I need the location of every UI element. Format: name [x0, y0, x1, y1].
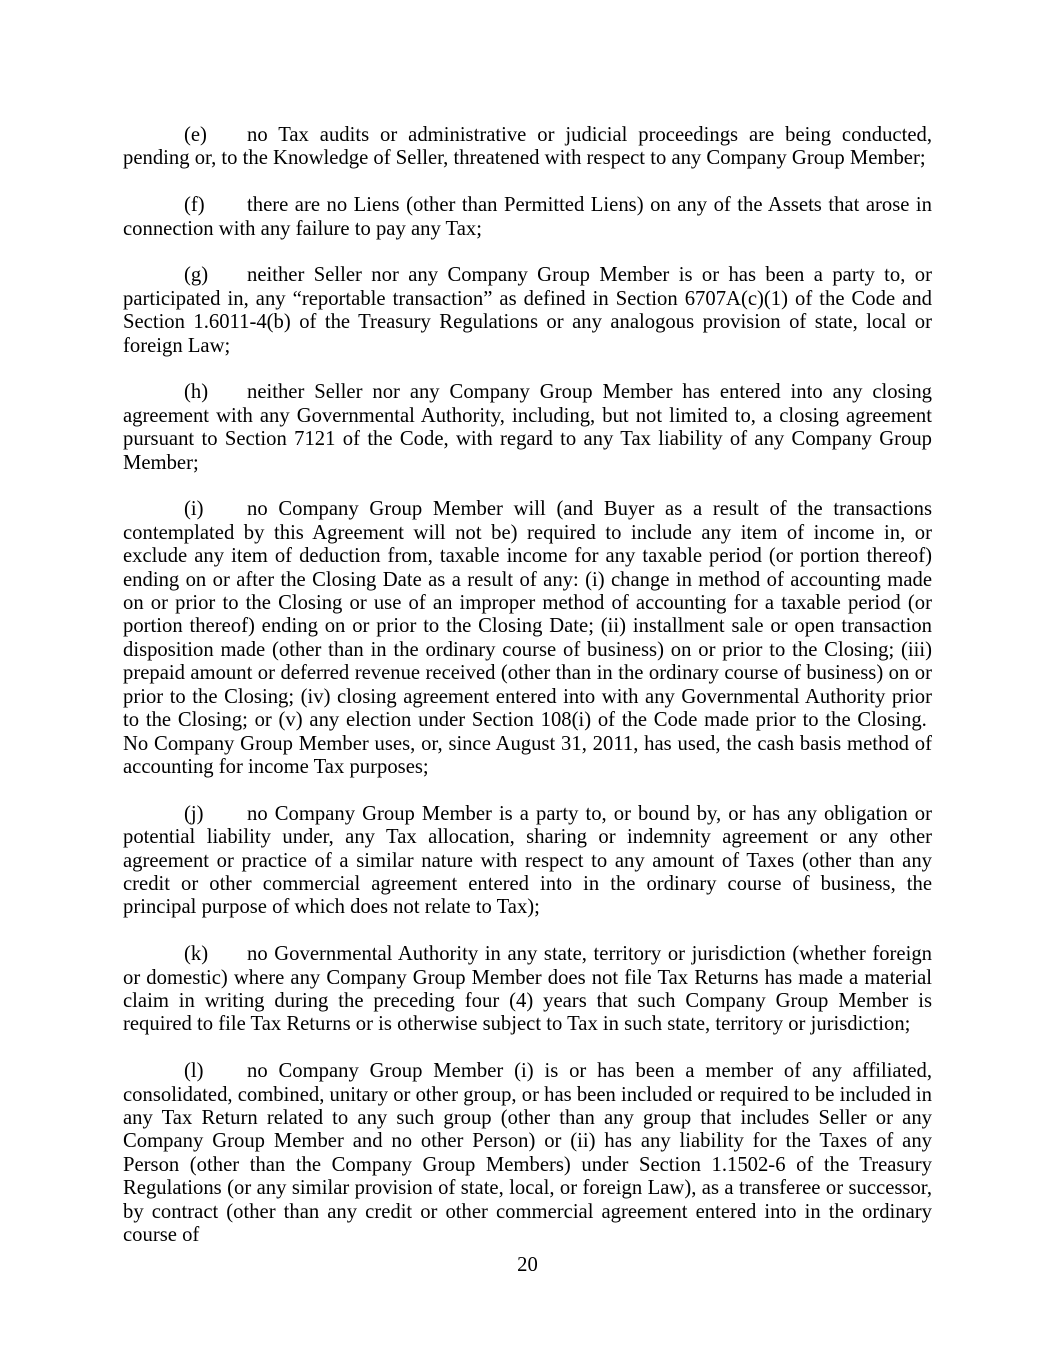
- paragraph-text: neither Seller nor any Company Group Member is or has been a party to, or participated in, any “reportable transaction” as defined in Section 6707A(c)(1) of the Code and Section 1.6011-4(b) of the Treasury Regulations or any analogous provision of state, local or foreign Law;: [123, 264, 932, 357]
- paragraph-h: [123, 381, 932, 475]
- paragraph-label: (h): [184, 381, 209, 404]
- paragraph-label: (f): [184, 194, 205, 217]
- paragraph-f: [123, 194, 932, 241]
- paragraph-i: [123, 498, 932, 779]
- paragraph-text: no Company Group Member will (and Buyer as a result of the transactions contemplated by this Agreement will not be) required to include any item of income in, or exclude any item of deduction from, taxable income for any taxable period (or portion thereof) ending on or after the Closing Date as a result of any: (i) change in method of accounting made on or prior to the Closing or use of an improper method of accounting for a taxable period (or portion thereof) ending on or prior to the Closing Date; (ii) installment sale or open transaction disposition made (other than in the ordinary course of business) on or prior to the Closing; (iii) prepaid amount or deferred revenue received (other than in the ordinary course of business) on or prior to the Closing; (iv) closing agreement entered into with any Governmental Authority prior to the Closing; or (v) any election under Section 108(i) of the Code made prior to the Closing. No Company Group Member uses, or, since August 31, 2011, has used, the cash basis method of accounting for income Tax purposes;: [123, 498, 932, 778]
- paragraph-text: there are no Liens (other than Permitted Liens) on any of the Assets that arose in connection with any failure to pay any Tax;: [123, 194, 932, 240]
- paragraph-l: [123, 1060, 932, 1247]
- paragraph-text: no Company Group Member is a party to, or bound by, or has any obligation or potential liability under, any Tax allocation, sharing or indemnity agreement or any other agreement or practice of a similar nature with respect to any amount of Taxes (other than any credit or other commercial agreement entered into in the ordinary course of business, the principal purpose of which does not relate to Tax);: [123, 802, 932, 919]
- paragraph-text: no Governmental Authority in any state, territory or jurisdiction (whether foreign or domestic) where any Company Group Member does not file Tax Returns has made a material claim in writing during the preceding four (4) years that such Company Group Member is required to file Tax Returns or is otherwise subject to Tax in such state, territory or jurisdiction;: [123, 943, 932, 1036]
- paragraph-k: [123, 943, 932, 1037]
- paragraph-label: (k): [184, 943, 209, 966]
- paragraph-label: (g): [184, 264, 209, 287]
- paragraph-label: (e): [184, 124, 207, 146]
- paragraph-e: [123, 124, 932, 171]
- paragraph-text: no Tax audits or administrative or judicial proceedings are being conducted, pending or, to the Knowledge of Seller, threatened with respect to any Company Group Member;: [123, 124, 932, 170]
- paragraph-label: (i): [184, 498, 204, 521]
- paragraph-text: no Company Group Member (i) is or has been a member of any affiliated, consolidated, combined, unitary or other group, or has been included or required to be included in any Tax Return related to any such group (other than any group that includes Seller or any Company Group Member and no other Person) or (ii) has any liability for the Taxes of any Person (other than the Company Group Members) under Section 1.1502-6 of the Treasury Regulations (or any similar provision of state, local, or foreign Law), as a transferee or successor, by contract (other than any credit or other commercial agreement entered into in the ordinary course of: [123, 1060, 932, 1246]
- paragraph-label: (j): [184, 802, 204, 825]
- paragraph-g: [123, 264, 932, 358]
- document-body: [123, 124, 932, 1247]
- page-number: 20: [517, 1254, 538, 1276]
- paragraph-text: neither Seller nor any Company Group Member has entered into any closing agreement with any Governmental Authority, including, but not limited to, a closing agreement pursuant to Section 7121 of the Code, with regard to any Tax liability of any Company Group Member;: [123, 381, 932, 474]
- paragraph-j: [123, 803, 932, 920]
- paragraph-label: (l): [184, 1060, 204, 1083]
